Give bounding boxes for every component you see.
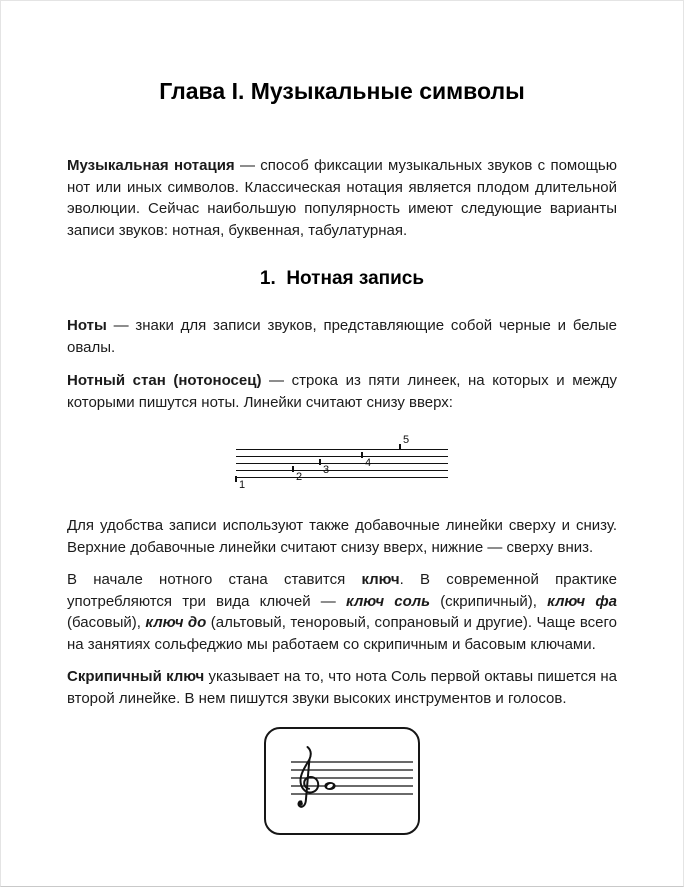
text-segment: указывает на то, что нота Соль первой октавы пишется на второй линейке. В нем пишутся звуки высоких инструментов и голосов. <box>67 668 618 707</box>
treble-clef-staff <box>291 743 413 823</box>
staff-line-5 <box>236 449 448 450</box>
text-segment: ключ <box>361 571 400 588</box>
paragraph-clefs <box>67 569 617 655</box>
text-segment: Музыкальная нотация <box>67 157 235 174</box>
staff-figure <box>236 433 448 495</box>
text-segment: ключ фа <box>547 592 617 610</box>
text-segment: Для удобства записи используют также добавочные линейки сверху и снизу. Верхние добавочные линейки считают снизу вверх, нижние — сверху вниз. <box>67 517 617 556</box>
staff-line-number-5: 5 <box>403 434 410 446</box>
paragraph-staff-definition <box>67 370 617 413</box>
staff-line-1 <box>236 477 448 478</box>
staff-line-number-2: 2 <box>296 470 303 483</box>
chapter-title: Глава I. Музыкальные символы <box>159 78 525 104</box>
paragraph-intro <box>67 155 617 241</box>
staff-line-2 <box>236 470 448 471</box>
section-heading: 1. Нотная запись <box>259 268 425 289</box>
text-segment: (скрипичный), <box>430 592 548 610</box>
text-segment: В начале нотного стана ставится <box>67 571 362 588</box>
staff-line-3 <box>236 463 448 464</box>
paragraph-notes-definition <box>67 315 617 358</box>
staff-line-number-1: 1 <box>239 479 246 491</box>
text-segment: Скрипичный ключ <box>67 668 205 685</box>
text-segment: (альтовый, теноровый, сопрановый и другие). Чаще всего на занятиях сольфеджио мы работаем со скрипичным и басовым ключами. <box>67 614 617 653</box>
staff-line-4 <box>236 456 448 457</box>
treble-clef-figure <box>264 727 420 835</box>
text-segment: Ноты <box>67 317 107 334</box>
text-segment: — знаки для записи звуков, представляющие собой черные и белые овалы. <box>67 317 617 356</box>
text-segment: . В современной практике употребляются три вида ключей — <box>67 571 617 610</box>
staff-line-number-4: 4 <box>365 456 372 469</box>
paragraph-ledger-lines <box>67 515 617 558</box>
text-segment: (басовый), <box>67 614 146 631</box>
text-segment: — строка из пяти линеек, на которых и между которыми пишутся ноты. Линейки считают снизу вверх: <box>67 372 617 411</box>
whole-note-icon <box>324 782 335 790</box>
text-segment: ключ до <box>145 614 207 631</box>
treble-clef-icon <box>299 747 319 807</box>
text-segment: ключ соль <box>345 592 430 610</box>
text-segment: — способ фиксации музыкальных звуков с помощью нот или иных символов. Классическая нотация является плодом длительной эволюции. Сейчас наибольшую популярность имеют следующие варианты записи звуков: нотная, буквенная, табулатурная. <box>67 157 617 239</box>
paragraph-treble-clef <box>67 666 617 709</box>
staff-line-number-3: 3 <box>323 463 330 476</box>
text-segment: Нотный стан (нотоносец) <box>67 372 262 389</box>
